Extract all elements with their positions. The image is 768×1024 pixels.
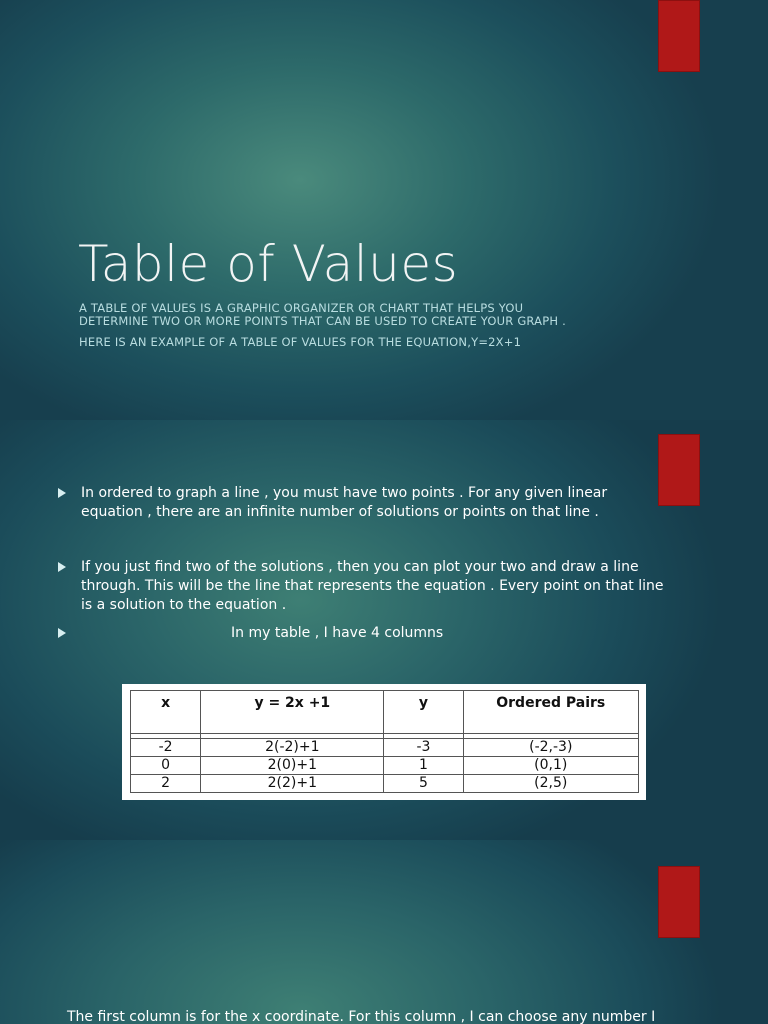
bullet-text: [81, 558, 664, 615]
slide-explanation: [0, 420, 768, 840]
table-header-y: y: [384, 691, 463, 734]
table-cell: -2: [131, 739, 201, 757]
table-cell: 2(2)+1: [201, 775, 384, 793]
bullet-line: equation , there are an infinite number of solutions or points on that line .: [81, 504, 599, 520]
table-row: [131, 757, 639, 775]
bullet-line: If you just find two of the solutions , then you can plot your two and draw a line: [81, 559, 639, 575]
bullet-arrow-icon: [58, 562, 66, 572]
bullet-line: In ordered to graph a line , you must have two points . For any given linear: [81, 485, 608, 501]
red-accent-bar: [658, 434, 700, 506]
table-cell: (2,5): [463, 775, 638, 793]
subtitle-line-2: DETERMINE TWO OR MORE POINTS THAT CAN BE USED TO CREATE YOUR GRAPH .: [79, 314, 566, 328]
slide-title-heading: Table of Values: [78, 235, 459, 293]
table-cell: (-2,-3): [463, 739, 638, 757]
bullet-text: [81, 484, 607, 522]
red-accent-bar: [658, 0, 700, 72]
table-header-row: [131, 691, 639, 734]
table-cell: 5: [384, 775, 463, 793]
subtitle-equation-line: HERE IS AN EXAMPLE OF A TABLE OF VALUES FOR THE EQUATION,Y=2X+1: [79, 335, 522, 349]
table-cell: -3: [384, 739, 463, 757]
red-accent-bar: [658, 866, 700, 938]
bullet-text: [231, 624, 443, 643]
slide-body-text: The first column is for the x coordinate. For this column , I can choose any number I: [67, 1009, 656, 1024]
slide-title: [0, 0, 768, 420]
table-cell: (0,1): [463, 757, 638, 775]
bullet-arrow-icon: [58, 628, 66, 638]
subtitle-line-1: A TABLE OF VALUES IS A GRAPHIC ORGANIZER OR CHART THAT HELPS YOU: [79, 301, 524, 315]
table-cell: 0: [131, 757, 201, 775]
bullet-arrow-icon: [58, 488, 66, 498]
table-cell: 2: [131, 775, 201, 793]
table-header-expression: y = 2x +1: [201, 691, 384, 734]
bullet-line: In my table , I have 4 columns: [231, 625, 444, 641]
bullet-line: is a solution to the equation .: [81, 597, 287, 613]
table-header-x: x: [131, 691, 201, 734]
values-table-image: [122, 684, 646, 800]
table-cell: 1: [384, 757, 463, 775]
table-row: [131, 775, 639, 793]
bullet-line: through. This will be the line that represents the equation . Every point on that line: [81, 578, 664, 594]
values-table: [130, 690, 639, 793]
slide-subtitle: [79, 302, 639, 328]
table-row: [131, 739, 639, 757]
slide-first-column: [0, 840, 768, 1024]
table-header-ordered-pairs: Ordered Pairs: [463, 691, 638, 734]
table-cell: 2(-2)+1: [201, 739, 384, 757]
table-cell: 2(0)+1: [201, 757, 384, 775]
